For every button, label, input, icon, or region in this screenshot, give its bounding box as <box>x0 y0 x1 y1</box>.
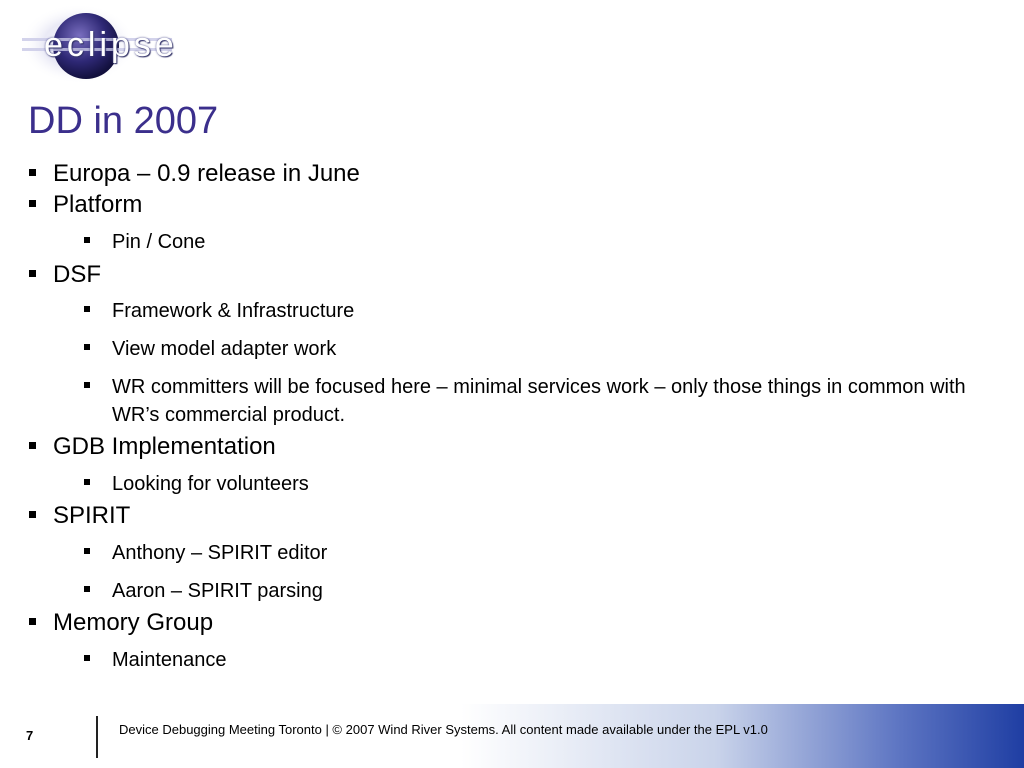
bullet-memory-group: Memory Group <box>53 609 214 636</box>
bullet-spirit: SPIRIT <box>53 502 131 529</box>
sub-bullet-maintenance: Maintenance <box>112 646 972 674</box>
sub-bullet-view-model: View model adapter work <box>112 335 972 363</box>
sub-bullet-volunteers: Looking for volunteers <box>112 470 972 498</box>
bullet-platform: Platform <box>53 191 143 218</box>
sub-bullet-framework: Framework & Infrastructure <box>112 297 972 325</box>
bullet-dsf: DSF <box>53 261 101 288</box>
footer-divider <box>96 716 98 758</box>
sub-bullet-aaron: Aaron – SPIRIT parsing <box>112 577 972 605</box>
footer-text: Device Debugging Meeting Toronto | © 2007 Wind River Systems. All content made available under the EPL v1.0 <box>119 722 768 737</box>
sub-bullet-anthony: Anthony – SPIRIT editor <box>112 539 972 567</box>
eclipse-logo <box>18 2 193 92</box>
page-number: 7 <box>26 728 34 743</box>
sub-bullet-pin-cone: Pin / Cone <box>112 228 972 256</box>
bullet-gdb: GDB Implementation <box>53 433 276 460</box>
bullet-europa: Europa – 0.9 release in June <box>53 160 360 187</box>
sub-bullet-wr-committers: WR committers will be focused here – minimal services work – only those things in common with WR’s commercial product. <box>112 373 972 429</box>
slide-title: DD in 2007 <box>28 100 219 142</box>
logo-text: eclipse <box>44 26 178 64</box>
